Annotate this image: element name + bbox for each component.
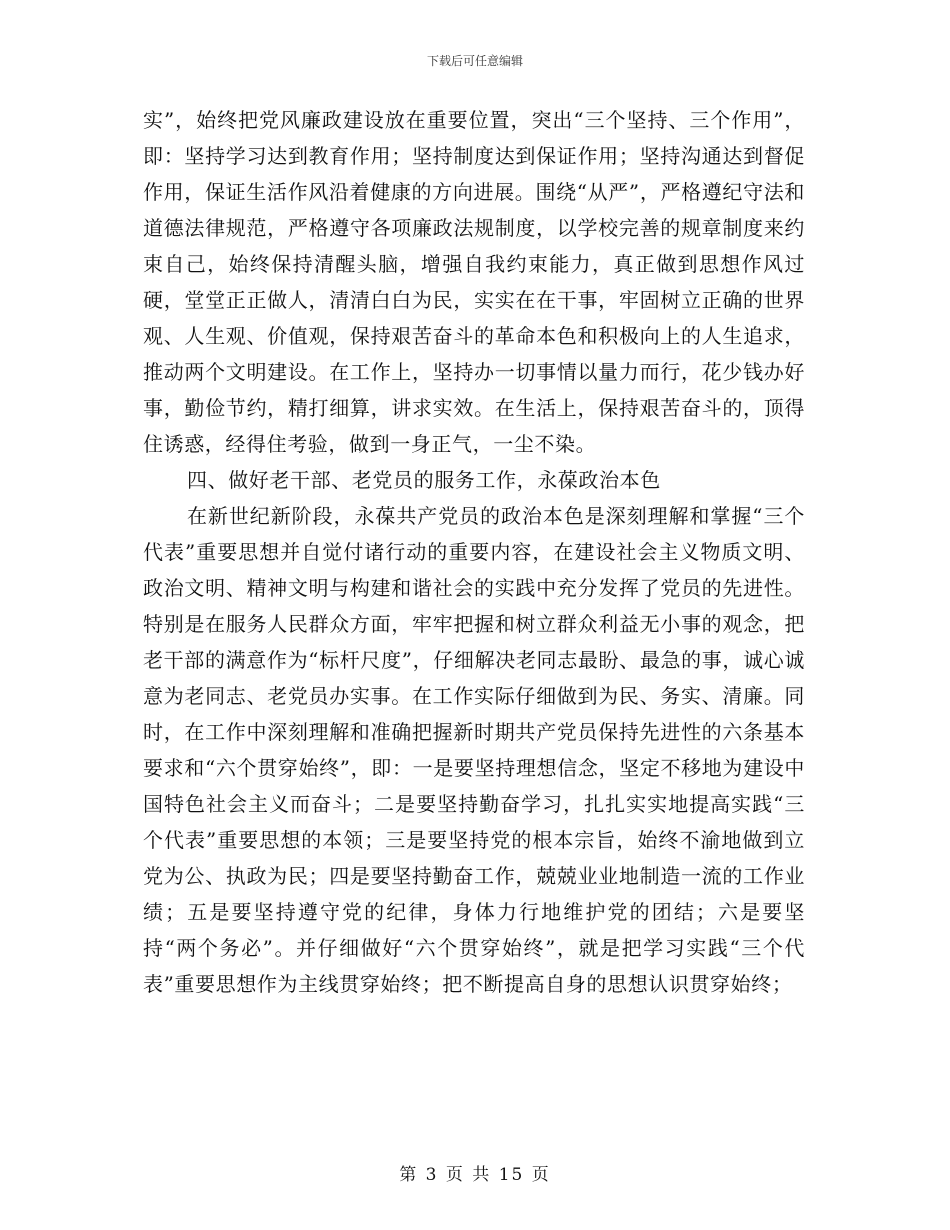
paragraph-1: 实”，始终把党风廉政建设放在重要位置，突出“三个坚持、三个作用”，即：坚持学习达到教育作用；坚持制度达到保证作用；坚持沟通达到督促作用，保证生活作风沿着健康的方向进展。围绕“从严”，严格遵纪守法和道德法律规范，严格遵守各项廉政法规制度，以学校完善的规章制度来约束自己，始终保持清醒头脑，增强自我约束能力，真正做到思想作风过硬，堂堂正正做人，清清白白为民，实实在在干事，牢固树立正确的世界观、人生观、价值观，保持艰苦奋斗的革命本色和积极向上的人生追求，推动两个文明建设。在工作上，坚持办一切事情以量力而行，花少钱办好事，勤俭节约，精打细算，讲求实效。在生活上，保持艰苦奋斗的，顶得住诱惑，经得住考验，做到一身正气，一尘不染。 [143, 108, 805, 456]
section-heading: 四、做好老干部、老党员的服务工作，永葆政治本色 [187, 468, 661, 492]
page-number: 第 3 页 共 15 页 [399, 1165, 551, 1185]
page-header: 下载后可任意编辑 [426, 54, 523, 68]
document-body [143, 102, 805, 1002]
paragraph-2: 在新世纪新阶段，永葆共产党员的政治本色是深刻理解和掌握“三个代表”重要思想并自觉付诸行动的重要内容，在建设社会主义物质文明、政治文明、精神文明与构建和谐社会的实践中充分发挥了党员的先进性。特别是在服务人民群众方面，牢牢把握和树立群众利益无小事的观念，把老干部的满意作为“标杆尺度”，仔细解决老同志最盼、最急的事，诚心诚意为老同志、老党员办实事。在工作实际仔细做到为民、务实、清廉。同时，在工作中深刻理解和准确把握新时期共产党员保持先进性的六条基本要求和“六个贯穿始终”，即：一是要坚持理想信念，坚定不移地为建设中国特色社会主义而奋斗；二是要坚持勤奋学习，扎扎实实地提高实践“三个代表”重要思想的本领；三是要坚持党的根本宗旨，始终不渝地做到立党为公、执政为民；四是要坚持勤奋工作，兢兢业业地制造一流的工作业绩；五是要坚持遵守党的纪律，身体力行地维护党的团结；六是要坚持“两个务必”。并仔细做好“六个贯穿始终”，就是把学习实践“三个代表”重要思想作为主线贯穿始终；把不断提高自身的思想认识贯穿始终； [143, 504, 805, 996]
